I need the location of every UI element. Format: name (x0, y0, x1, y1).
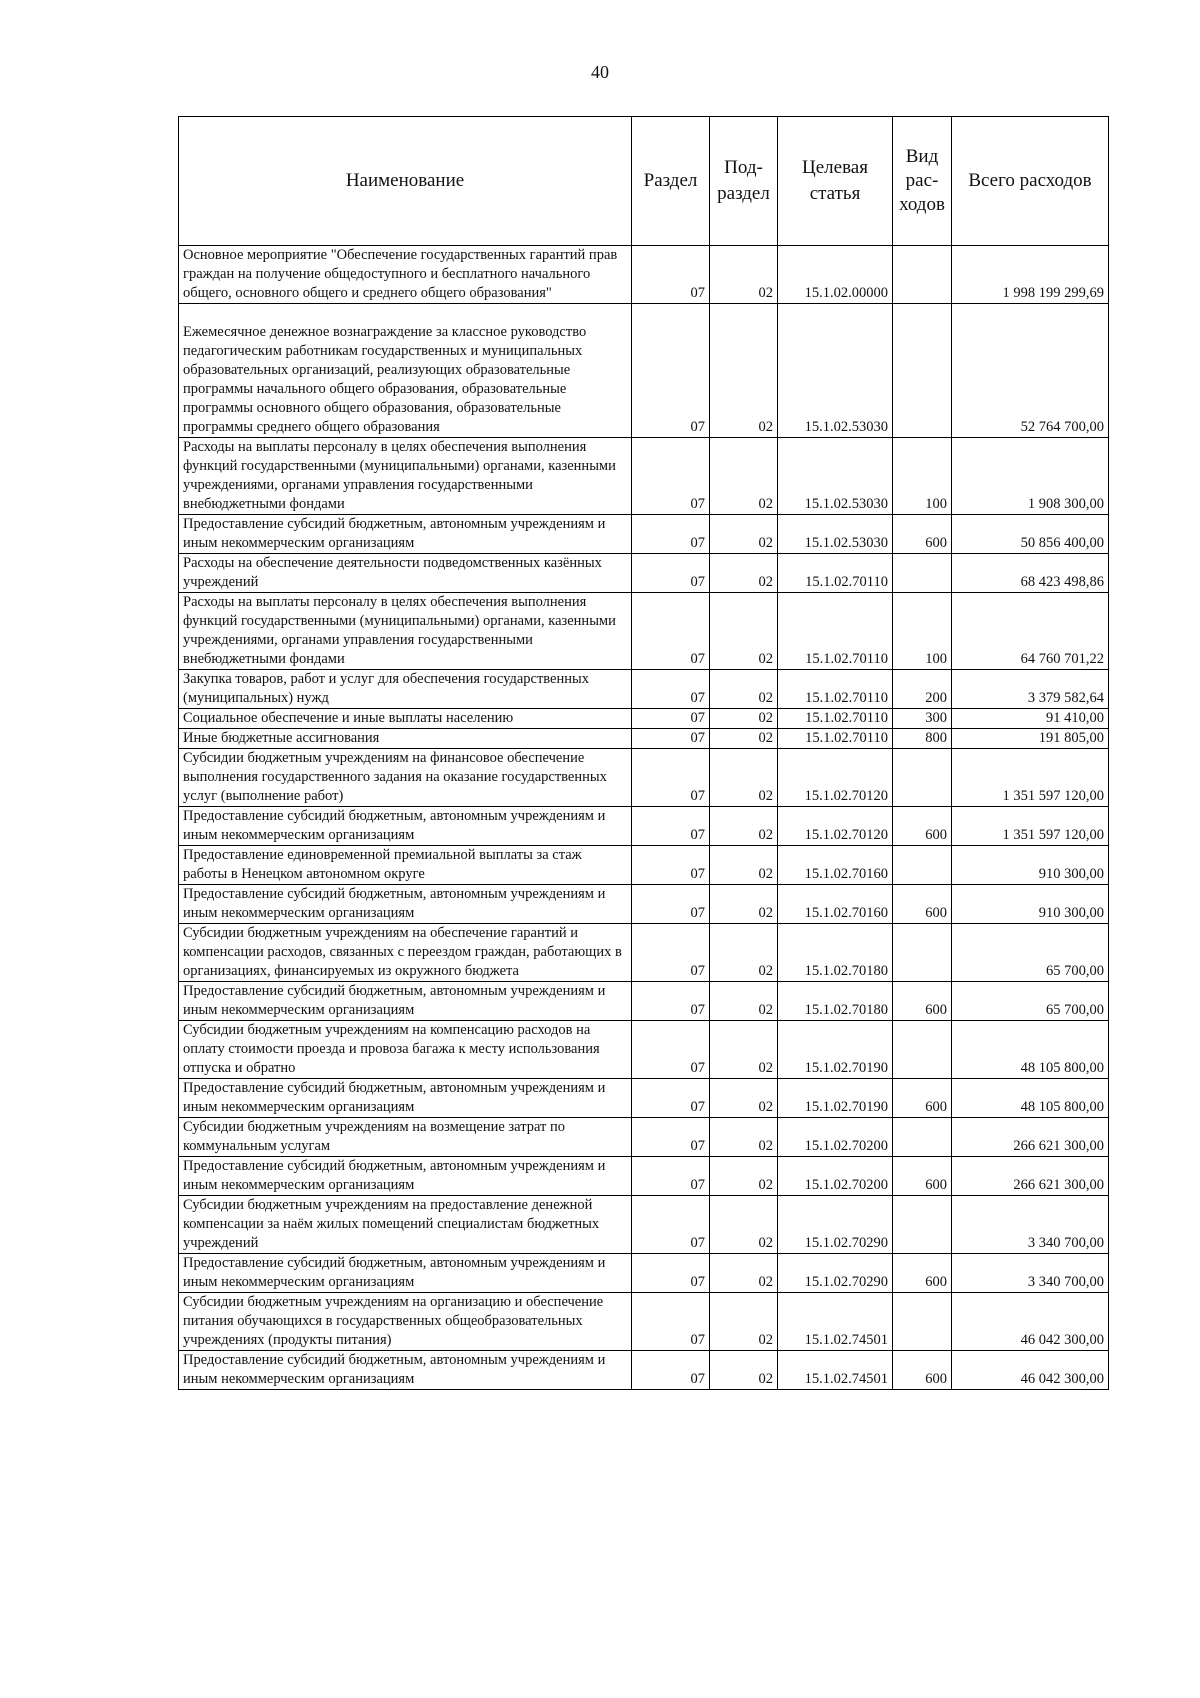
cell-razdel: 07 (632, 749, 710, 807)
table-row (179, 885, 1109, 924)
cell-podrazdel: 02 (710, 304, 778, 438)
table-row (179, 246, 1109, 304)
table-row (179, 729, 1109, 749)
cell-total: 46 042 300,00 (952, 1293, 1109, 1351)
cell-celevaya: 15.1.02.70110 (778, 554, 893, 593)
cell-razdel: 07 (632, 885, 710, 924)
cell-name: Предоставление субсидий бюджетным, автономным учреждениям и иным некоммерческим организациям (179, 1157, 632, 1196)
cell-podrazdel: 02 (710, 554, 778, 593)
table-header-row (179, 117, 1109, 246)
cell-name: Предоставление субсидий бюджетным, автономным учреждениям и иным некоммерческим организациям (179, 982, 632, 1021)
cell-podrazdel: 02 (710, 515, 778, 554)
cell-podrazdel: 02 (710, 1196, 778, 1254)
cell-total: 52 764 700,00 (952, 304, 1109, 438)
cell-vid (893, 846, 952, 885)
cell-vid (893, 924, 952, 982)
cell-name: Расходы на обеспечение деятельности подведомственных казённых учреждений (179, 554, 632, 593)
cell-celevaya: 15.1.02.70160 (778, 846, 893, 885)
cell-podrazdel: 02 (710, 982, 778, 1021)
cell-razdel: 07 (632, 593, 710, 670)
table-row (179, 670, 1109, 709)
cell-celevaya: 15.1.02.70200 (778, 1118, 893, 1157)
table-body (179, 246, 1109, 1390)
cell-razdel: 07 (632, 1021, 710, 1079)
table-row (179, 709, 1109, 729)
cell-name: Субсидии бюджетным учреждениям на предоставление денежной компенсации за наём жилых помещений специалистам бюджетных учреждений (179, 1196, 632, 1254)
cell-razdel: 07 (632, 1196, 710, 1254)
cell-podrazdel: 02 (710, 1118, 778, 1157)
cell-razdel: 07 (632, 246, 710, 304)
cell-celevaya: 15.1.02.70110 (778, 593, 893, 670)
cell-celevaya: 15.1.02.53030 (778, 438, 893, 515)
cell-celevaya: 15.1.02.70110 (778, 729, 893, 749)
cell-total: 191 805,00 (952, 729, 1109, 749)
page-number: 40 (591, 62, 609, 82)
cell-name: Ежемесячное денежное вознаграждение за классное руководство педагогическим работникам государственных и муниципальных образовательных организаций, реализующих образовательные программы начального общего образования, образовательные программы основного общего образования, образовательные программы среднего общего образования (179, 304, 632, 438)
table-row (179, 554, 1109, 593)
cell-name: Субсидии бюджетным учреждениям на возмещение затрат по коммунальным услугам (179, 1118, 632, 1157)
cell-vid: 100 (893, 593, 952, 670)
cell-razdel: 07 (632, 924, 710, 982)
cell-razdel: 07 (632, 1079, 710, 1118)
cell-vid: 600 (893, 807, 952, 846)
cell-razdel: 07 (632, 1351, 710, 1390)
cell-vid (893, 304, 952, 438)
cell-vid (893, 1293, 952, 1351)
cell-celevaya: 15.1.02.70290 (778, 1196, 893, 1254)
cell-celevaya: 15.1.02.00000 (778, 246, 893, 304)
cell-vid: 600 (893, 1079, 952, 1118)
table-row (179, 1157, 1109, 1196)
cell-total: 1 351 597 120,00 (952, 807, 1109, 846)
cell-name: Субсидии бюджетным учреждениям на финансовое обеспечение выполнения государственного задания на оказание государственных услуг (выполнение работ) (179, 749, 632, 807)
cell-vid (893, 1118, 952, 1157)
cell-total: 50 856 400,00 (952, 515, 1109, 554)
cell-vid: 300 (893, 709, 952, 729)
cell-razdel: 07 (632, 515, 710, 554)
table-row (179, 1254, 1109, 1293)
table-row (179, 1293, 1109, 1351)
cell-razdel: 07 (632, 304, 710, 438)
cell-vid (893, 1196, 952, 1254)
cell-celevaya: 15.1.02.70190 (778, 1079, 893, 1118)
cell-celevaya: 15.1.02.53030 (778, 515, 893, 554)
cell-name: Социальное обеспечение и иные выплаты населению (179, 709, 632, 729)
cell-name: Предоставление субсидий бюджетным, автономным учреждениям и иным некоммерческим организациям (179, 885, 632, 924)
cell-podrazdel: 02 (710, 749, 778, 807)
cell-celevaya: 15.1.02.70190 (778, 1021, 893, 1079)
cell-total: 48 105 800,00 (952, 1021, 1109, 1079)
cell-name: Предоставление субсидий бюджетным, автономным учреждениям и иным некоммерческим организациям (179, 807, 632, 846)
cell-total: 1 998 199 299,69 (952, 246, 1109, 304)
cell-name: Предоставление субсидий бюджетным, автономным учреждениям и иным некоммерческим организациям (179, 515, 632, 554)
cell-razdel: 07 (632, 670, 710, 709)
cell-podrazdel: 02 (710, 670, 778, 709)
cell-name: Предоставление субсидий бюджетным, автономным учреждениям и иным некоммерческим организациям (179, 1079, 632, 1118)
table-row (179, 846, 1109, 885)
cell-celevaya: 15.1.02.74501 (778, 1351, 893, 1390)
cell-vid: 600 (893, 885, 952, 924)
cell-celevaya: 15.1.02.70120 (778, 749, 893, 807)
cell-name: Основное мероприятие "Обеспечение государственных гарантий прав граждан на получение общедоступного и бесплатного начального общего, основного общего и среднего общего образования" (179, 246, 632, 304)
table-row (179, 1021, 1109, 1079)
cell-vid (893, 554, 952, 593)
table-row (179, 1118, 1109, 1157)
cell-podrazdel: 02 (710, 1079, 778, 1118)
cell-celevaya: 15.1.02.74501 (778, 1293, 893, 1351)
table-row (179, 807, 1109, 846)
cell-podrazdel: 02 (710, 1021, 778, 1079)
cell-celevaya: 15.1.02.70180 (778, 924, 893, 982)
cell-razdel: 07 (632, 982, 710, 1021)
cell-total: 1 908 300,00 (952, 438, 1109, 515)
cell-podrazdel: 02 (710, 438, 778, 515)
cell-total: 46 042 300,00 (952, 1351, 1109, 1390)
cell-total: 64 760 701,22 (952, 593, 1109, 670)
cell-razdel: 07 (632, 729, 710, 749)
cell-podrazdel: 02 (710, 709, 778, 729)
header-name: Наименование (179, 117, 632, 246)
cell-podrazdel: 02 (710, 1351, 778, 1390)
cell-total: 910 300,00 (952, 846, 1109, 885)
cell-celevaya: 15.1.02.70120 (778, 807, 893, 846)
header-vid: Вид рас- ходов (893, 117, 952, 246)
cell-podrazdel: 02 (710, 1157, 778, 1196)
cell-vid: 600 (893, 1157, 952, 1196)
budget-table (178, 116, 1109, 1390)
cell-podrazdel: 02 (710, 1254, 778, 1293)
table-row (179, 438, 1109, 515)
cell-podrazdel: 02 (710, 593, 778, 670)
cell-vid: 600 (893, 982, 952, 1021)
table-row (179, 749, 1109, 807)
cell-total: 3 340 700,00 (952, 1254, 1109, 1293)
header-total: Всего расходов (952, 117, 1109, 246)
cell-total: 65 700,00 (952, 924, 1109, 982)
cell-celevaya: 15.1.02.70290 (778, 1254, 893, 1293)
cell-total: 910 300,00 (952, 885, 1109, 924)
cell-razdel: 07 (632, 554, 710, 593)
cell-name: Расходы на выплаты персоналу в целях обеспечения выполнения функций государственными (муниципальными) органами, казенными учреждениями, органами управления государственными внебюджетными фондами (179, 593, 632, 670)
cell-podrazdel: 02 (710, 1293, 778, 1351)
cell-name: Иные бюджетные ассигнования (179, 729, 632, 749)
cell-razdel: 07 (632, 438, 710, 515)
table-row (179, 1079, 1109, 1118)
header-podrazdel: Под- раздел (710, 117, 778, 246)
cell-razdel: 07 (632, 1293, 710, 1351)
cell-vid: 800 (893, 729, 952, 749)
cell-vid: 600 (893, 1351, 952, 1390)
cell-celevaya: 15.1.02.70110 (778, 670, 893, 709)
cell-podrazdel: 02 (710, 729, 778, 749)
cell-celevaya: 15.1.02.70200 (778, 1157, 893, 1196)
cell-celevaya: 15.1.02.53030 (778, 304, 893, 438)
cell-razdel: 07 (632, 1254, 710, 1293)
cell-total: 1 351 597 120,00 (952, 749, 1109, 807)
cell-total: 65 700,00 (952, 982, 1109, 1021)
header-celevaya: Целевая статья (778, 117, 893, 246)
cell-podrazdel: 02 (710, 246, 778, 304)
cell-total: 266 621 300,00 (952, 1118, 1109, 1157)
cell-total: 91 410,00 (952, 709, 1109, 729)
cell-celevaya: 15.1.02.70180 (778, 982, 893, 1021)
cell-podrazdel: 02 (710, 885, 778, 924)
table-row (179, 924, 1109, 982)
cell-podrazdel: 02 (710, 846, 778, 885)
cell-vid (893, 246, 952, 304)
cell-vid: 600 (893, 515, 952, 554)
table-row (179, 1196, 1109, 1254)
cell-podrazdel: 02 (710, 924, 778, 982)
table-row (179, 515, 1109, 554)
cell-name: Предоставление субсидий бюджетным, автономным учреждениям и иным некоммерческим организациям (179, 1351, 632, 1390)
cell-razdel: 07 (632, 709, 710, 729)
cell-total: 266 621 300,00 (952, 1157, 1109, 1196)
table-row (179, 1351, 1109, 1390)
cell-celevaya: 15.1.02.70110 (778, 709, 893, 729)
cell-vid (893, 1021, 952, 1079)
cell-name: Предоставление единовременной премиальной выплаты за стаж работы в Ненецком автономном округе (179, 846, 632, 885)
cell-razdel: 07 (632, 807, 710, 846)
cell-vid: 200 (893, 670, 952, 709)
cell-celevaya: 15.1.02.70160 (778, 885, 893, 924)
cell-total: 3 340 700,00 (952, 1196, 1109, 1254)
cell-name: Субсидии бюджетным учреждениям на компенсацию расходов на оплату стоимости проезда и провоза багажа к месту использования отпуска и обратно (179, 1021, 632, 1079)
table-row (179, 304, 1109, 438)
cell-name: Субсидии бюджетным учреждениям на обеспечение гарантий и компенсации расходов, связанных с переездом граждан, работающих в организациях, финансируемых из окружного бюджета (179, 924, 632, 982)
table-row (179, 593, 1109, 670)
cell-total: 48 105 800,00 (952, 1079, 1109, 1118)
cell-podrazdel: 02 (710, 807, 778, 846)
cell-name: Расходы на выплаты персоналу в целях обеспечения выполнения функций государственными (муниципальными) органами, казенными учреждениями, органами управления государственными внебюджетными фондами (179, 438, 632, 515)
cell-vid: 100 (893, 438, 952, 515)
cell-total: 3 379 582,64 (952, 670, 1109, 709)
table-row (179, 982, 1109, 1021)
cell-razdel: 07 (632, 846, 710, 885)
cell-vid (893, 749, 952, 807)
cell-name: Закупка товаров, работ и услуг для обеспечения государственных (муниципальных) нужд (179, 670, 632, 709)
cell-name: Предоставление субсидий бюджетным, автономным учреждениям и иным некоммерческим организациям (179, 1254, 632, 1293)
cell-razdel: 07 (632, 1118, 710, 1157)
cell-vid: 600 (893, 1254, 952, 1293)
cell-razdel: 07 (632, 1157, 710, 1196)
header-razdel: Раздел (632, 117, 710, 246)
cell-total: 68 423 498,86 (952, 554, 1109, 593)
cell-name: Субсидии бюджетным учреждениям на организацию и обеспечение питания обучающихся в государственных общеобразовательных учреждениях (продукты питания) (179, 1293, 632, 1351)
